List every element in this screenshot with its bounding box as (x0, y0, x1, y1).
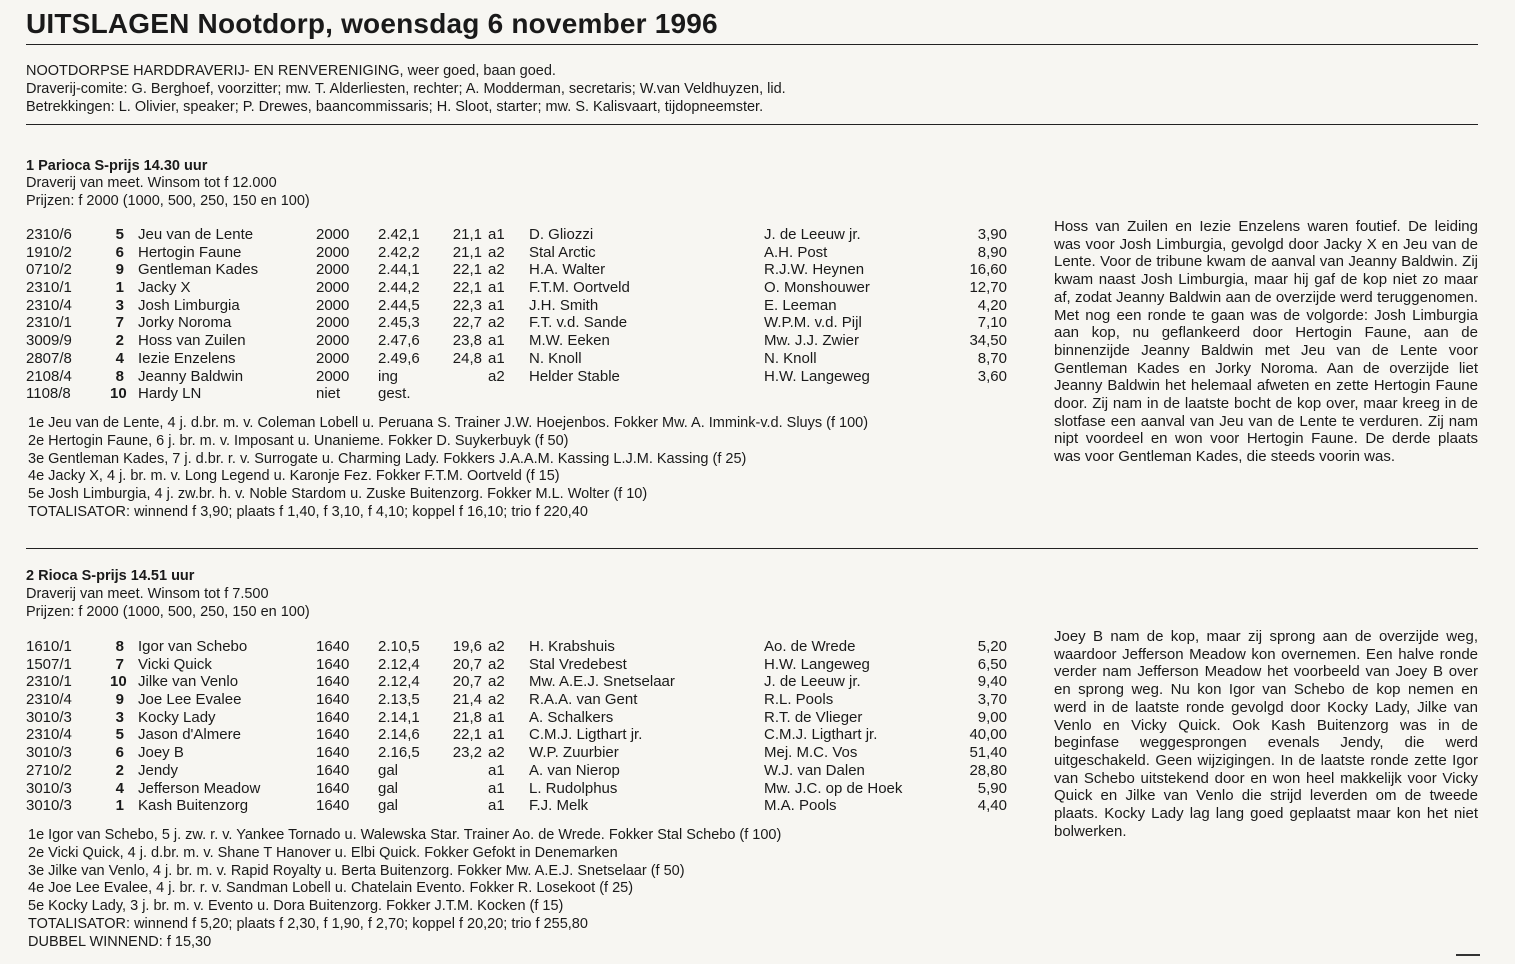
cell-pos: a2 (488, 367, 505, 385)
cell-name: Joe Lee Evalee (138, 691, 242, 709)
cell-time: 2.12,4 (378, 655, 420, 673)
cell-time: 2.14,6 (378, 726, 420, 744)
cell-km: 22,1 (452, 279, 482, 297)
cell-owner: A.H. Post (764, 243, 828, 261)
cell-code: 3010/3 (26, 708, 72, 726)
cell-km: 20,7 (452, 673, 482, 691)
cell-time: 2.42,2 (378, 243, 420, 261)
cell-name: Kocky Lady (138, 708, 216, 726)
cell-name: Jason d'Almere (138, 726, 241, 744)
cell-owner: Mw. J.C. op de Hoek (764, 779, 903, 797)
cell-trainer: M.W. Eeken (529, 332, 610, 350)
cell-odds: 3,90 (977, 226, 1007, 243)
cell-pos: a2 (488, 744, 505, 762)
cell-trainer: F.T. v.d. Sande (529, 314, 628, 332)
cell-code: 1910/2 (26, 243, 72, 261)
cell-dist: 1640 (316, 761, 350, 779)
cell-trainer: Stal Vredebest (529, 655, 627, 673)
table-row (26, 673, 1026, 691)
cell-num: 7 (115, 655, 124, 673)
race-2-title: 2 Rioca S-prijs 14.51 uur (26, 568, 195, 584)
cell-dist: 2000 (316, 367, 350, 385)
cell-trainer: H. Krabshuis (529, 638, 615, 655)
cell-owner: Ao. de Wrede (764, 638, 856, 655)
detail-line: 1e Jeu van de Lente, 4 j. d.br. m. v. Coleman Lobell u. Peruana S. Trainer J.W. Hoejenbos. Fokker Mw. A. Immink-v.d. Sluys (f 100) (28, 415, 869, 431)
cell-name: Jacky X (138, 279, 191, 297)
race-2-commentary: Joey B nam de kop, maar zij sprong aan de overzijde weg, waardoor Jefferson Meadow kon overnemen. Een halve ronde verder nam Jefferson Meadow het voorbeeld van Joey B over en sprong weg. Nu kon Igor van Schebo de kop nemen en werd in de laatste ronde gevolgd door Kocky Lady, Jilke van Venlo en Vicky Quick. Ook Kash Buitenzorg was in de beginfase weggesprongen evenals Jendy, die werd uitgeschakeld. Geen wijzigingen. In de laatste ronde zette Igor van Schebo uitstekend door en won heel makkelijk voor Vicky Quick en Jilke van Venlo die strijd leverden om de tweede plaats. Kocky Lady lag lang goed geplaatst maar kon het niet bolwerken. (1054, 628, 1478, 840)
cell-time: gal (378, 761, 399, 779)
cell-dist: 2000 (316, 243, 350, 261)
cell-num: 5 (115, 226, 124, 243)
cell-odds: 8,90 (977, 243, 1007, 261)
cell-time: 2.49,6 (378, 349, 420, 367)
cell-name: Gentleman Kades (138, 261, 259, 279)
cell-num: 5 (115, 726, 124, 744)
cell-dist: 1640 (316, 744, 350, 762)
cell-pos: a1 (488, 708, 505, 726)
race-1-title: 1 Parioca S-prijs 14.30 uur (26, 158, 208, 174)
table-row (26, 297, 1026, 315)
cell-owner: N. Knoll (764, 349, 817, 367)
cell-pos: a1 (488, 797, 505, 815)
detail-line: DUBBEL WINNEND: f 15,30 (28, 933, 212, 950)
cell-code: 2310/4 (26, 296, 72, 314)
cell-name: Jeanny Baldwin (138, 367, 244, 385)
race-1-condition-line: Draverij van meet. Winsom tot f 12.000 (26, 175, 277, 191)
cell-dist: 1640 (316, 726, 350, 744)
cell-code: 2310/6 (26, 226, 72, 243)
race-2-conditions (26, 586, 310, 621)
cell-code: 3009/9 (26, 332, 72, 350)
cell-name: Kash Buitenzorg (138, 797, 249, 815)
cell-time: 2.47,6 (378, 332, 420, 350)
cell-pos: a2 (488, 243, 505, 261)
cell-time: 2.45,3 (378, 314, 420, 332)
table-row (26, 332, 1026, 350)
cell-km: 23,8 (452, 332, 482, 350)
cell-pos: a2 (488, 314, 505, 332)
cell-odds: 16,60 (969, 261, 1007, 279)
cell-owner: C.M.J. Ligthart jr. (764, 726, 878, 744)
cell-km: 22,1 (452, 261, 482, 279)
cell-code: 3010/3 (26, 744, 72, 762)
cell-km: 21,8 (452, 708, 482, 726)
cell-time: 2.14,1 (378, 708, 420, 726)
cell-owner: M.A. Pools (764, 797, 837, 815)
cell-code: 3010/3 (26, 797, 72, 815)
title-rule (26, 44, 1478, 45)
association-line: NOOTDORPSE HARDDRAVERIJ- EN RENVERENIGING, weer goed, baan goed. (26, 63, 556, 79)
cell-odds: 40,00 (969, 726, 1007, 744)
table-row (26, 314, 1026, 332)
cell-dist: 1640 (316, 708, 350, 726)
race-1-prizes-line: Prijzen: f 2000 (1000, 500, 250, 150 en 100) (26, 192, 310, 209)
cell-odds: 4,40 (977, 797, 1007, 815)
cell-code: 3010/3 (26, 779, 72, 797)
cell-owner: W.P.M. v.d. Pijl (764, 314, 862, 332)
cell-owner: R.T. de Vlieger (764, 708, 863, 726)
cell-owner: W.J. van Dalen (764, 761, 865, 779)
cell-owner: Mw. J.J. Zwier (764, 332, 860, 350)
cell-pos: a2 (488, 691, 505, 709)
cell-dist: 2000 (316, 314, 350, 332)
cell-km: 21,4 (452, 691, 482, 709)
table-row (26, 797, 1026, 815)
cell-trainer: W.P. Zuurbier (529, 744, 619, 762)
cell-odds: 12,70 (969, 279, 1007, 297)
header-rule (26, 124, 1478, 125)
detail-line: 2e Hertogin Faune, 6 j. br. m. v. Imposant u. Unanieme. Fokker D. Suykerbuyk (f 50) (28, 432, 569, 449)
cell-owner: E. Leeman (764, 296, 837, 314)
cell-trainer: D. Gliozzi (529, 226, 594, 243)
table-row (26, 726, 1026, 744)
cell-dist: 2000 (316, 226, 350, 243)
cell-code: 2710/2 (26, 761, 72, 779)
cell-time: 2.44,2 (378, 279, 420, 297)
cell-num: 1 (115, 279, 124, 297)
cell-dist: 2000 (316, 261, 350, 279)
cell-name: Jorky Noroma (138, 314, 232, 332)
cell-km: 21,1 (452, 226, 482, 243)
table-row (26, 656, 1026, 674)
cell-owner: O. Monshouwer (764, 279, 870, 297)
cell-owner: R.L. Pools (764, 691, 834, 709)
detail-line: 2e Vicki Quick, 4 j. d.br. m. v. Shane T Hanover u. Elbi Quick. Fokker Gefokt in Denemarken (28, 844, 618, 861)
table-row (26, 279, 1026, 297)
cell-dist: 1640 (316, 655, 350, 673)
cell-odds: 9,00 (977, 708, 1007, 726)
cell-pos: a1 (488, 279, 505, 297)
cell-code: 2310/1 (26, 673, 72, 691)
detail-line: 4e Joe Lee Evalee, 4 j. br. r. v. Sandman Lobell u. Chatelain Evento. Fokker R. Losekoot (f 25) (28, 880, 634, 897)
cell-trainer: L. Rudolphus (529, 779, 618, 797)
cell-pos: a1 (488, 761, 505, 779)
cell-odds: 4,20 (977, 296, 1007, 314)
cell-odds: 5,90 (977, 779, 1007, 797)
cell-odds: 8,70 (977, 349, 1007, 367)
detail-line: 5e Kocky Lady, 3 j. br. m. v. Evento u. Dora Buitenzorg. Fokker J.T.M. Kocken (f 15) (28, 898, 564, 915)
cell-name: Iezie Enzelens (138, 349, 236, 367)
cell-odds: 34,50 (969, 332, 1007, 350)
cell-code: 1108/8 (26, 385, 71, 403)
cell-num: 8 (115, 367, 124, 385)
cell-owner: J. de Leeuw jr. (764, 226, 861, 243)
cell-trainer: N. Knoll (529, 349, 582, 367)
cell-time: 2.16,5 (378, 744, 420, 762)
cell-owner: J. de Leeuw jr. (764, 673, 861, 691)
cell-time: gal (378, 779, 399, 797)
cell-pos: a1 (488, 349, 505, 367)
race-2-prizes-line: Prijzen: f 2000 (1000, 500, 250, 150 en 100) (26, 603, 310, 620)
table-row (26, 762, 1026, 780)
detail-line: 5e Josh Limburgia, 4 j. zw.br. h. v. Noble Stardom u. Zuske Buitenzorg. Fokker M.L. Wolter (f 10) (28, 486, 648, 503)
cell-name: Jendy (138, 761, 179, 779)
cell-dist: niet (316, 385, 341, 403)
officials-line: Betrekkingen: L. Olivier, speaker; P. Drewes, baancommissaris; H. Sloot, starter; mw. S. Kalisvaart, tijdopneemster. (26, 99, 764, 115)
cell-num: 7 (115, 314, 124, 332)
table-row (26, 744, 1026, 762)
cell-trainer: Mw. A.E.J. Snetselaar (529, 673, 675, 691)
cell-odds: 3,60 (977, 367, 1007, 385)
cell-name: Josh Limburgia (138, 296, 240, 314)
cell-time: gal (378, 797, 399, 815)
cell-trainer: R.A.A. van Gent (529, 691, 638, 709)
table-row (26, 385, 1026, 403)
cell-dist: 1640 (316, 638, 350, 655)
cell-trainer: F.J. Melk (529, 797, 589, 815)
cell-odds: 51,40 (969, 744, 1007, 762)
meeting-info (26, 62, 786, 116)
cell-code: 0710/2 (26, 261, 72, 279)
cell-km: 21,1 (452, 243, 482, 261)
cell-code: 2108/4 (26, 367, 72, 385)
cell-name: Jeu van de Lente (138, 226, 254, 243)
cell-trainer: H.A. Walter (529, 261, 606, 279)
cell-km: 20,7 (452, 655, 482, 673)
cell-pos: a2 (488, 655, 505, 673)
race-2-details (28, 827, 781, 952)
cell-pos: a2 (488, 261, 505, 279)
cell-trainer: A. Schalkers (529, 708, 614, 726)
cell-km: 24,8 (452, 349, 482, 367)
table-row (26, 350, 1026, 368)
cell-km: 22,3 (452, 296, 482, 314)
cell-pos: a1 (488, 296, 505, 314)
cell-km: 19,6 (452, 638, 482, 655)
cell-dist: 1640 (316, 691, 350, 709)
cell-owner: R.J.W. Heynen (764, 261, 865, 279)
cell-trainer: Helder Stable (529, 367, 620, 385)
corner-mark (1456, 954, 1480, 956)
cell-trainer: C.M.J. Ligthart jr. (529, 726, 643, 744)
cell-km: 22,1 (452, 726, 482, 744)
cell-time: 2.44,1 (378, 261, 420, 279)
cell-time: 2.10,5 (378, 638, 420, 655)
table-row (26, 226, 1026, 244)
detail-line: 1e Igor van Schebo, 5 j. zw. r. v. Yankee Tornado u. Walewska Star. Trainer Ao. de Wrede. Fokker Stal Schebo (f 100) (28, 827, 782, 843)
cell-owner: H.W. Langeweg (764, 367, 870, 385)
race-1-conditions (26, 175, 310, 210)
race-divider-rule (26, 548, 1478, 549)
table-row (26, 691, 1026, 709)
cell-dist: 1640 (316, 779, 350, 797)
cell-name: Jefferson Meadow (138, 779, 261, 797)
table-row (26, 780, 1026, 798)
cell-odds: 7,10 (977, 314, 1007, 332)
cell-pos: a1 (488, 726, 505, 744)
cell-pos: a1 (488, 226, 505, 243)
cell-odds: 6,50 (977, 655, 1007, 673)
cell-num: 6 (115, 744, 124, 762)
cell-num: 3 (115, 708, 124, 726)
table-row (26, 638, 1026, 656)
cell-time: 2.12,4 (378, 673, 420, 691)
table-row (26, 261, 1026, 279)
cell-dist: 1640 (316, 797, 350, 815)
cell-code: 2807/8 (26, 349, 72, 367)
cell-num: 4 (115, 779, 124, 797)
cell-num: 3 (115, 296, 124, 314)
cell-pos: a2 (488, 638, 505, 655)
race-2-results-table (26, 638, 1026, 815)
cell-num: 9 (115, 691, 124, 709)
table-row (26, 244, 1026, 262)
cell-km: 23,2 (452, 744, 482, 762)
detail-line: 4e Jacky X, 4 j. br. m. v. Long Legend u. Karonje Fez. Fokker F.T.M. Oortveld (f 15) (28, 468, 560, 485)
cell-name: Vicki Quick (138, 655, 212, 673)
cell-num: 9 (115, 261, 124, 279)
cell-km: 22,7 (452, 314, 482, 332)
cell-code: 2310/1 (26, 314, 72, 332)
cell-num: 10 (110, 673, 127, 691)
cell-num: 4 (115, 349, 124, 367)
cell-owner: Mej. M.C. Vos (764, 744, 858, 762)
cell-dist: 1640 (316, 673, 350, 691)
cell-num: 2 (115, 761, 124, 779)
detail-line: TOTALISATOR: winnend f 5,20; plaats f 2,30, f 1,90, f 2,70; koppel f 20,20; trio f 255,80 (28, 915, 588, 932)
cell-time: gest. (378, 385, 411, 403)
cell-pos: a2 (488, 673, 505, 691)
cell-name: Igor van Schebo (138, 638, 248, 655)
cell-dist: 2000 (316, 296, 350, 314)
cell-code: 2310/1 (26, 279, 72, 297)
cell-odds: 5,20 (977, 638, 1007, 655)
cell-name: Hertogin Faune (138, 243, 242, 261)
cell-trainer: F.T.M. Oortveld (529, 279, 630, 297)
cell-num: 8 (115, 638, 124, 655)
cell-name: Joey B (138, 744, 184, 762)
cell-time: 2.13,5 (378, 691, 420, 709)
race-1-details (28, 415, 868, 522)
page-title: UITSLAGEN Nootdorp, woensdag 6 november 1996 (26, 8, 718, 39)
detail-line: 3e Gentleman Kades, 7 j. d.br. r. v. Surrogate u. Charming Lady. Fokkers J.A.A.M. Kassing L.J.M. Kassing (f 25) (28, 450, 747, 467)
race-1-commentary: Hoss van Zuilen en Iezie Enzelens waren foutief. De leiding was voor Josh Limburgia, gevolgd door Jacky X en Jeu van de Lente. Voor de tribune kwam de aanval van Jeanny Baldwin. Zij kwam naast Josh Limburgia, maar hij gaf de kop niet zo maar af, zodat Jeanny Baldwin aan de overzijde werd teruggenomen. Met nog een ronde te gaan was de volgorde: Josh Limburgia aan kop, nu geflankeerd door Hertogin Faune, aan de binnenzijde Jeanny Baldwin met Jeu van de Lente voor Gentleman Kades en Jorky Noroma. Aan de overzijde liet Jeanny Baldwin het helemaal afweten en zette Hertogin Faune door. Zij nam in de laatste bocht de kop over, maar kreeg in de slotfase een aanval van Jeu van de Lente te verduren. Zij nam nipt voordeel en won voor Hertogin Faune. De derde plaats was voor Gentleman Kades, die steeds voorin was. (1054, 218, 1478, 466)
cell-name: Hoss van Zuilen (138, 332, 246, 350)
cell-num: 2 (115, 332, 124, 350)
race-1-results-table (26, 226, 1026, 403)
cell-trainer: A. van Nierop (529, 761, 620, 779)
cell-num: 6 (115, 243, 124, 261)
cell-trainer: Stal Arctic (529, 243, 596, 261)
cell-pos: a1 (488, 332, 505, 350)
cell-time: ing (378, 367, 399, 385)
cell-num: 10 (110, 385, 127, 403)
cell-time: 2.42,1 (378, 226, 420, 243)
race-2-condition-line: Draverij van meet. Winsom tot f 7.500 (26, 586, 269, 602)
detail-line: 3e Jilke van Venlo, 4 j. br. m. v. Rapid Royalty u. Berta Buitenzorg. Fokker Mw. A.E.J. Snetselaar (f 50) (28, 862, 685, 879)
cell-code: 2310/4 (26, 691, 72, 709)
cell-name: Hardy LN (138, 385, 202, 403)
cell-odds: 3,70 (977, 691, 1007, 709)
cell-time: 2.44,5 (378, 296, 420, 314)
cell-code: 2310/4 (26, 726, 72, 744)
cell-code: 1507/1 (26, 655, 72, 673)
cell-dist: 2000 (316, 349, 350, 367)
cell-code: 1610/1 (26, 638, 72, 655)
table-row (26, 709, 1026, 727)
cell-owner: H.W. Langeweg (764, 655, 870, 673)
cell-odds: 9,40 (977, 673, 1007, 691)
cell-name: Jilke van Venlo (138, 673, 239, 691)
cell-odds: 28,80 (969, 761, 1007, 779)
committee-line: Draverij-comite: G. Berghoef, voorzitter; mw. T. Alderliesten, rechter; A. Modderman, secretaris; W.van Veldhuyzen, lid. (26, 81, 786, 97)
cell-dist: 2000 (316, 332, 350, 350)
detail-line: TOTALISATOR: winnend f 3,90; plaats f 1,40, f 3,10, f 4,10; koppel f 16,10; trio f 220,40 (28, 503, 588, 520)
cell-trainer: J.H. Smith (529, 296, 599, 314)
table-row (26, 368, 1026, 386)
cell-pos: a1 (488, 779, 505, 797)
cell-num: 1 (115, 797, 124, 815)
cell-dist: 2000 (316, 279, 350, 297)
